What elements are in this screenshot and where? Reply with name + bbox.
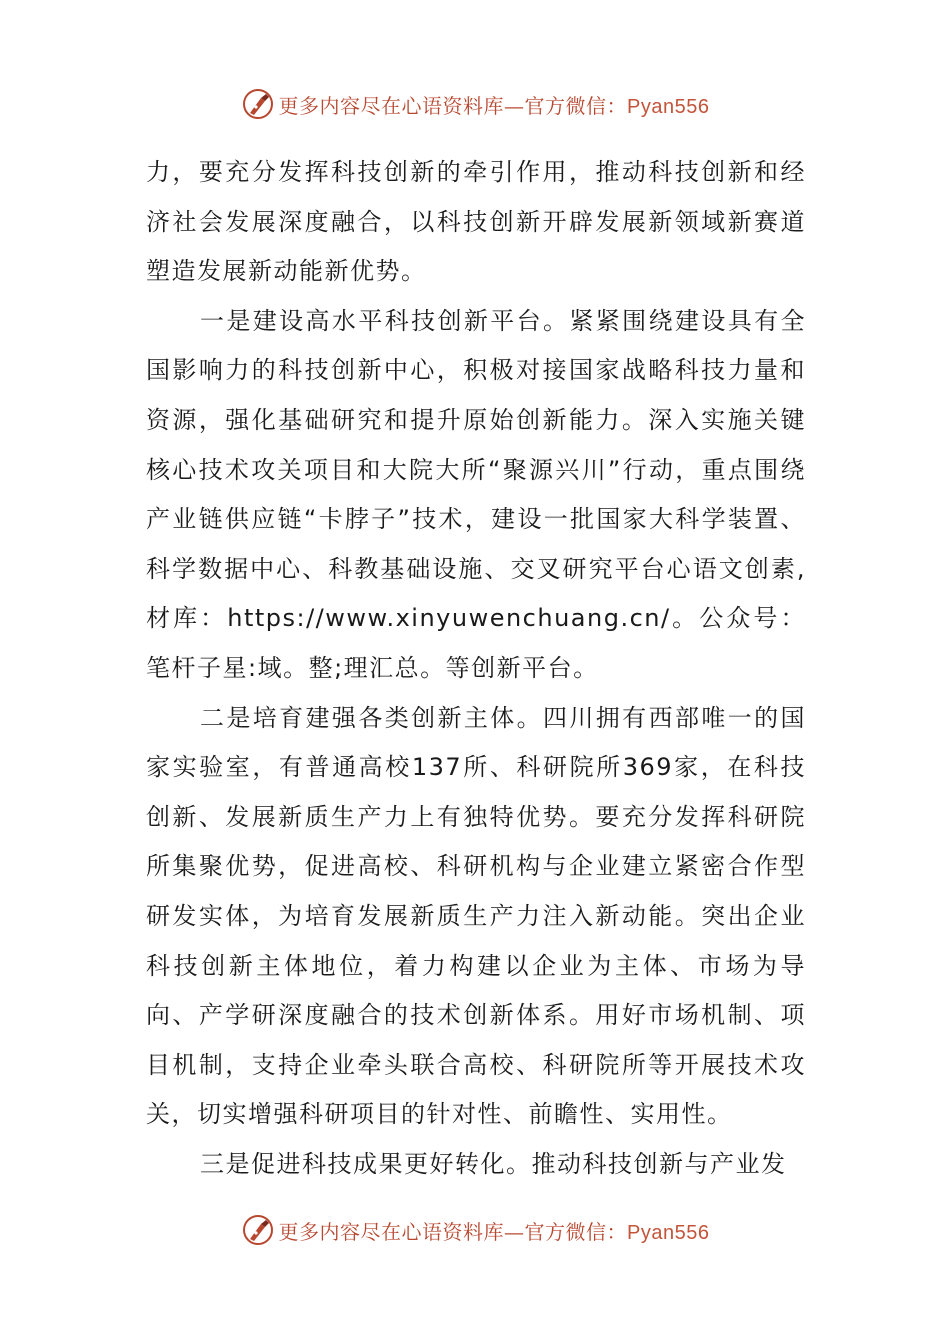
footer-banner-label: 更多内容尽在心语资料库—官方微信： bbox=[278, 1219, 628, 1244]
footer-banner-text bbox=[279, 1216, 710, 1245]
header-banner bbox=[0, 84, 950, 124]
header-banner-label: 更多内容尽在心语资料库—官方微信： bbox=[278, 93, 628, 118]
footer-banner bbox=[0, 1210, 950, 1250]
paragraph-innovation-platform: 一是建设高水平科技创新平台。紧紧围绕建设具有全国影响力的科技创新中心，积极对接国家战略科技力量和资源，强化基础研究和提升原始创新能力。深入实施关键核心技术攻关项目和大院大所“聚源兴川”行动，重点围绕产业链供应链“卡脖子”技术，建设一批国家大科学装置、科学数据中心、科教基础设施、交叉研究平台心语文创素,材库：https://www.xinyuwenchuang.cn/。公众号：笔杆子星:域。整;理汇总。等创新平台。 bbox=[146, 306, 806, 682]
footer-wechat-handle: Pyan556 bbox=[627, 1221, 710, 1244]
pen-nib-logo-icon bbox=[241, 1213, 275, 1247]
header-wechat-handle: Pyan556 bbox=[627, 95, 710, 118]
header-banner-text bbox=[279, 90, 710, 119]
document-body bbox=[146, 148, 806, 1189]
paragraph-continuation: 力，要充分发挥科技创新的牵引作用，推动科技创新和经济社会发展深度融合，以科技创新开辟发展新领域新赛道塑造发展新动能新优势。 bbox=[146, 158, 806, 286]
paragraph-innovation-entities: 二是培育建强各类创新主体。四川拥有西部唯一的国家实验室，有普通高校137所、科研院所369家，在科技创新、发展新质生产力上有独特优势。要充分发挥科研院所集聚优势，促进高校、科研机构与企业建立紧密合作型研发实体，为培育发展新质生产力注入新动能。突出企业科技创新主体地位，着力构建以企业为主体、市场为导向、产学研深度融合的技术创新体系。用好市场机制、项目机制，支持企业牵头联合高校、科研院所等开展技术攻关，切实增强科研项目的针对性、前瞻性、实用性。 bbox=[146, 703, 806, 1129]
paragraph-achievement-transfer: 三是促进科技成果更好转化。推动科技创新与产业发 bbox=[200, 1149, 787, 1178]
pen-nib-logo-icon bbox=[241, 87, 275, 121]
